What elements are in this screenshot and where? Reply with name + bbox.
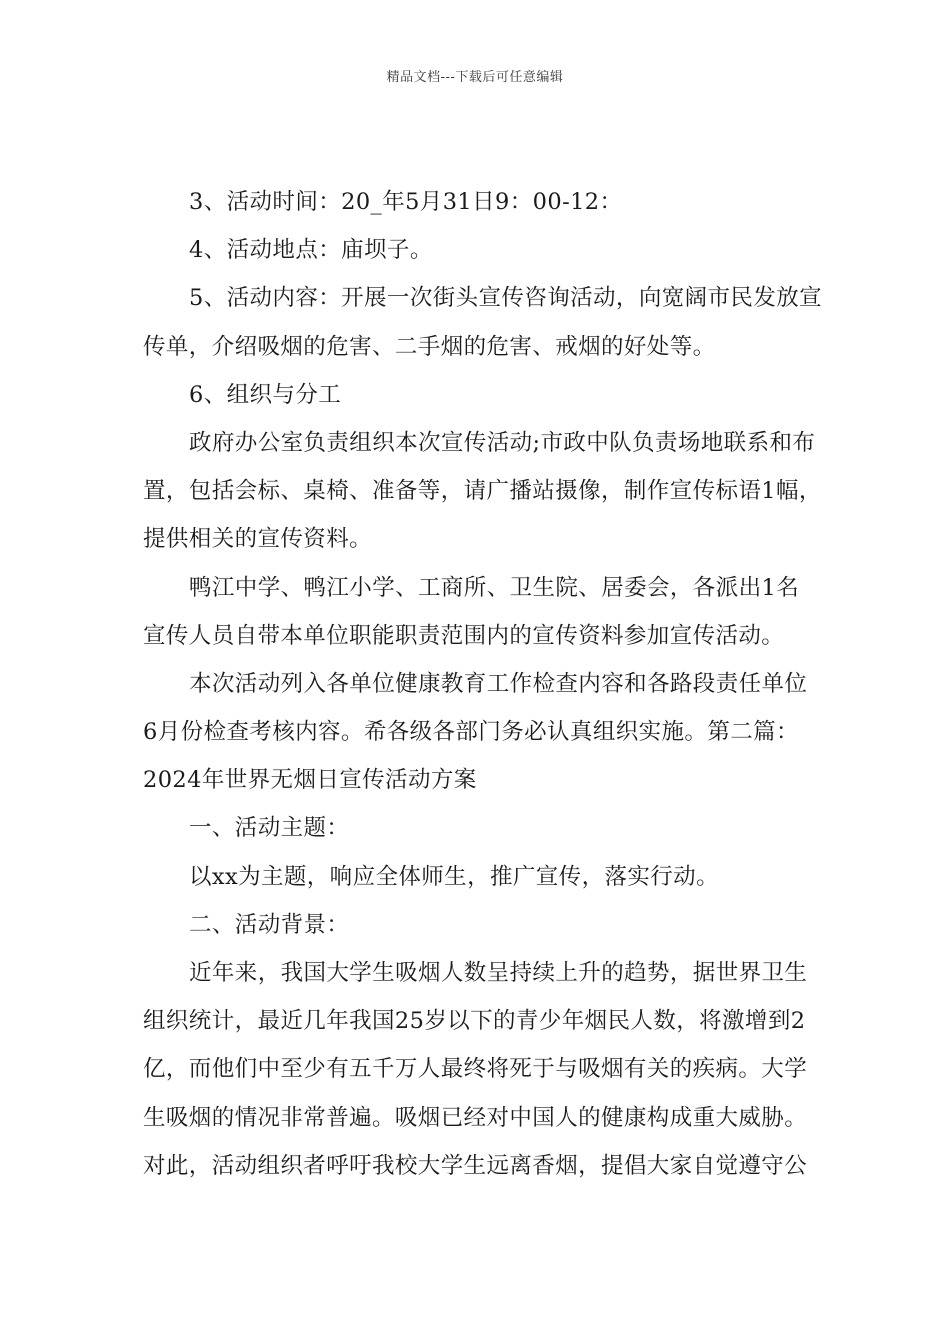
paragraph-theme-content <box>143 853 823 901</box>
text-line: 以xx为主题，响应全体师生，推广宣传，落实行动。 <box>189 863 719 890</box>
paragraph-activity-content <box>143 274 823 370</box>
text-line: 组织统计，最近几年我国25岁以下的青少年烟民人数，将激增到2 <box>143 1008 806 1035</box>
text-line: 生吸烟的情况非常普遍。吸烟已经对中国人的健康构成重大威胁。 <box>143 1104 808 1131</box>
paragraph-background-heading <box>143 901 823 949</box>
paragraph-activity-location <box>143 226 823 274</box>
paragraph-theme-heading <box>143 804 823 852</box>
text-line: 传单，介绍吸烟的危害、二手烟的危害、戒烟的好处等。 <box>143 333 716 360</box>
paragraph-participating-units <box>143 564 823 660</box>
text-line: 提供相关的宣传资料。 <box>143 526 373 553</box>
document-body <box>143 178 823 1190</box>
paragraph-activity-time <box>143 178 823 226</box>
paragraph-organization-heading <box>143 371 823 419</box>
paragraph-background-content <box>143 949 823 1190</box>
text-line: 置，包括会标、桌椅、准备等，请广播站摄像，制作宣传标语1幅， <box>143 478 822 505</box>
text-line: 2024年世界无烟日宣传活动方案 <box>143 767 477 794</box>
text-line: 6、组织与分工 <box>189 381 342 408</box>
text-line: 对此，活动组织者呼吁我校大学生远离香烟，提倡大家自觉遵守公 <box>143 1152 808 1179</box>
text-line: 宣传人员自带本单位职能职责范围内的宣传资料参加宣传活动。 <box>143 622 785 649</box>
text-line: 鸭江中学、鸭江小学、工商所、卫生院、居委会，各派出1名 <box>189 574 800 601</box>
text-line: 近年来，我国大学生吸烟人数呈持续上升的趋势，据世界卫生 <box>189 960 808 986</box>
text-line: 3、活动时间：20_年5月31日9：00-12： <box>189 189 623 215</box>
text-line: 4、活动地点：庙坝子。 <box>189 237 433 264</box>
text-line: 6月份检查考核内容。希各级各部门务必认真组织实施。第二篇： <box>143 719 799 746</box>
text-line: 政府办公室负责组织本次宣传活动;市政中队负责场地联系和布 <box>189 429 816 456</box>
page-header: 精品文档---下载后可任意编辑 <box>386 70 564 85</box>
text-line: 二、活动背景： <box>189 911 350 938</box>
text-line: 5、活动内容：开展一次街头宣传咨询活动，向宽阔市民发放宣 <box>189 285 823 312</box>
paragraph-government-office <box>143 419 823 564</box>
text-line: 亿，而他们中至少有五千万人最终将死于与吸烟有关的疾病。大学 <box>143 1056 808 1083</box>
text-line: 本次活动列入各单位健康教育工作检查内容和各路段责任单位 <box>189 670 808 697</box>
text-line: 一、活动主题： <box>189 815 350 842</box>
paragraph-inspection <box>143 660 823 805</box>
